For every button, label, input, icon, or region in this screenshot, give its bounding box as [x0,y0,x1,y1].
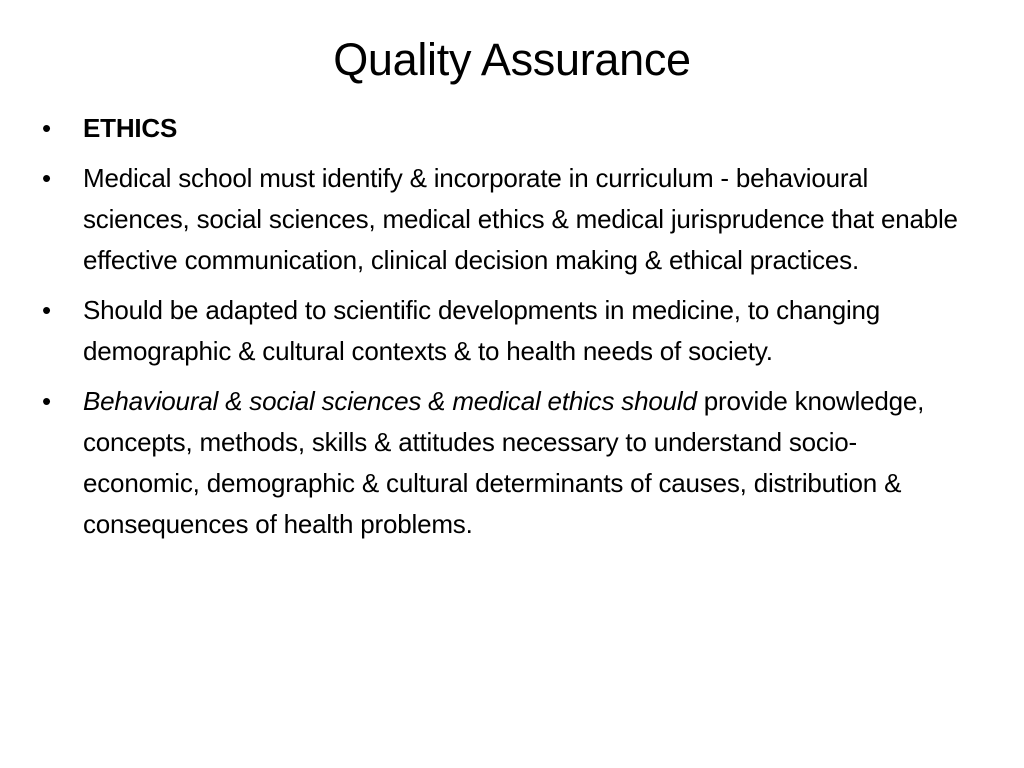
bullet-text: Medical school must identify & incorporate in curriculum - behavioural sciences, social sciences, medical ethics & medical jurisprudence that enable effective communication, clinical decision making & ethical practices. [83,163,958,275]
bullet-italic-text: Behavioural & social sciences & medical ethics should [83,386,697,416]
bullet-item [42,108,972,149]
bullet-dot-icon: • [42,163,51,193]
bullet-dot-icon: • [42,295,51,325]
bullet-text: provide knowledge, concepts, methods, skills & attitudes necessary to understand socio-economic, demographic & cultural determinants of causes, distribution & consequences of health problems. [83,386,925,539]
bullet-item [42,290,972,372]
bullet-item [42,158,972,281]
bullet-list [42,108,972,554]
bullet-heading: ETHICS [83,113,178,143]
bullet-item [42,381,972,545]
bullet-dot-icon: • [42,386,51,416]
bullet-dot-icon: • [42,113,51,143]
bullet-text: Should be adapted to scientific developments in medicine, to changing demographic & cultural contexts & to health needs of society. [83,295,881,366]
slide-title: Quality Assurance [333,34,691,85]
